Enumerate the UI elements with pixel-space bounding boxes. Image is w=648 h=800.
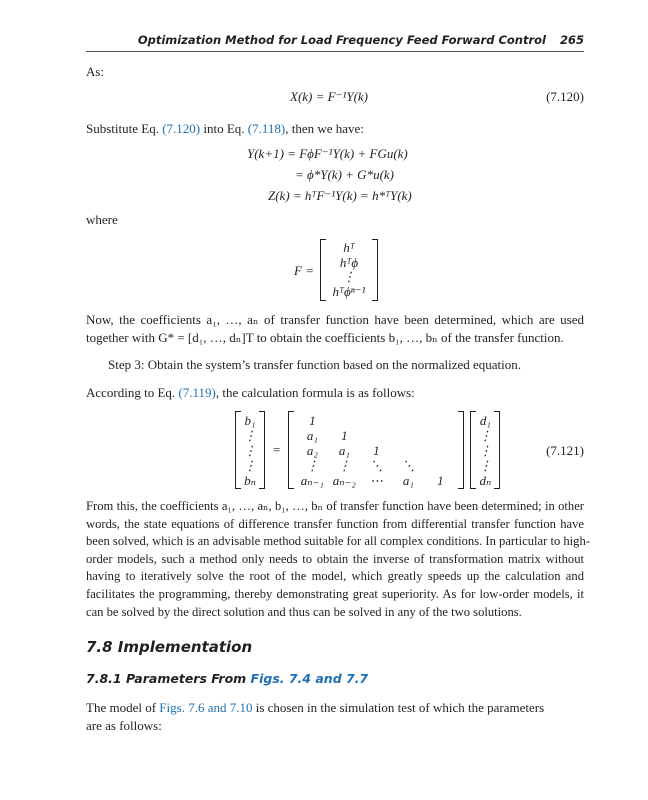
matrix-cell: ⋯ bbox=[369, 472, 383, 488]
eq-ref-link[interactable]: (7.119) bbox=[178, 385, 216, 400]
matrix-cell: ⋮ bbox=[243, 427, 257, 443]
matrix-cell: ⋱ bbox=[369, 457, 383, 473]
now-paragraph bbox=[86, 311, 584, 346]
F-matrix bbox=[320, 239, 378, 301]
section-heading: 7.8 Implementation bbox=[86, 638, 253, 656]
matrix-cell bbox=[360, 428, 392, 443]
model-paragraph bbox=[86, 699, 584, 734]
bracket-left bbox=[288, 411, 294, 489]
matrix-cell: ⋮ bbox=[305, 457, 319, 473]
matrix-cell bbox=[328, 413, 360, 428]
A-matrix bbox=[294, 413, 458, 488]
page-number: 265 bbox=[559, 33, 584, 47]
F-matrix-column bbox=[326, 241, 372, 299]
bracket-right bbox=[259, 411, 265, 489]
text-line: are as follows: bbox=[86, 717, 162, 733]
text: , the calculation formula is as follows: bbox=[215, 385, 415, 400]
matrix-cell: ⋮ bbox=[337, 457, 351, 473]
equation-7-121 bbox=[235, 411, 500, 489]
text-line: can be solved by the direct solution and thus can be solved in any of the two solutions. bbox=[86, 604, 522, 619]
matrix-cell bbox=[360, 413, 392, 428]
text-line: been solved, which is an advisable method suitable for all complex conditions. In particular to high- bbox=[86, 534, 590, 549]
text: Substitute Eq. bbox=[86, 121, 163, 136]
matrix-cell: ⋮ bbox=[478, 427, 492, 443]
matrix-cell bbox=[392, 443, 424, 458]
equation-number: (7.120) bbox=[546, 89, 584, 104]
bracket-left bbox=[235, 411, 241, 489]
eq-ref-link[interactable]: (7.120) bbox=[162, 121, 201, 136]
matrix-cell: ⋮ bbox=[478, 457, 492, 473]
bracket-left bbox=[320, 239, 326, 301]
fig-ref-link[interactable]: Figs. 7.4 and 7.7 bbox=[250, 671, 369, 686]
matrix-cell: b₁ bbox=[244, 412, 256, 428]
matrix-cell: bₙ bbox=[244, 472, 256, 488]
text-line: Now, the coefficients a₁, …, aₙ of transfer function have been determined, which are used bbox=[86, 312, 584, 327]
matrix-cell: 1 bbox=[341, 427, 348, 443]
text: The model of bbox=[86, 700, 160, 715]
text-line: From this, the coefficients a₁, …, aₙ, b₁, …, bₙ of transfer function have been determined; in other bbox=[86, 499, 584, 513]
header-title: Optimization Method for Load Frequency Feed Forward Control bbox=[137, 33, 546, 47]
matrix-cell: a₂ bbox=[306, 442, 318, 458]
matrix-cell: hᵀϕ bbox=[339, 254, 359, 270]
F-lhs: F = bbox=[294, 263, 314, 278]
equation-line: = ϕ*Y(k) + G*u(k) bbox=[295, 167, 394, 182]
matrix-cell: dₙ bbox=[479, 472, 492, 488]
matrix-cell: hᵀ bbox=[343, 240, 355, 255]
matrix-cell: a₁ bbox=[338, 442, 350, 458]
bracket-left bbox=[470, 411, 476, 489]
matrix-cell: aₙ₋₂ bbox=[332, 472, 356, 488]
where-label: where bbox=[86, 212, 118, 227]
text-line: having to iteratively solve the root of the model, which greatly speeds up the calculation and bbox=[86, 569, 584, 584]
matrix-cell bbox=[424, 413, 456, 428]
matrix-cell: ⋮ bbox=[243, 442, 257, 458]
as-label: As: bbox=[86, 64, 105, 79]
bracket-right bbox=[458, 411, 464, 489]
from-this-paragraph bbox=[86, 498, 590, 621]
matrix-cell bbox=[424, 458, 456, 473]
equals-sign: = bbox=[273, 442, 281, 457]
bracket-right bbox=[372, 239, 378, 301]
text-line: together with G* = [d₁, …, dₙ]T to obtain the coefficients b₁, …, bₙ of the transfer function. bbox=[86, 329, 564, 345]
text: , then we have: bbox=[285, 121, 364, 136]
text: 7.8.1 Parameters From bbox=[86, 671, 251, 686]
equation-7-120: X(k) = F⁻¹Y(k) bbox=[290, 89, 368, 104]
matrix-cell: ⋮ bbox=[243, 457, 257, 473]
matrix-cell: aₙ₋₁ bbox=[300, 472, 324, 488]
text-line: words, the state equations of difference transfer function from differential transfer function have bbox=[86, 516, 584, 531]
matrix-cell: a₁ bbox=[402, 472, 414, 488]
text: is chosen in the simulation test of which the parameters bbox=[252, 700, 545, 715]
d-vector bbox=[476, 413, 494, 488]
bracket-right bbox=[494, 411, 500, 489]
equation-line: Z(k) = hᵀF⁻¹Y(k) = h*ᵀY(k) bbox=[268, 188, 412, 203]
matrix-cell: ⋮ bbox=[478, 442, 492, 458]
matrix-cell: hᵀϕⁿ⁻¹ bbox=[332, 283, 366, 299]
matrix-cell bbox=[424, 428, 456, 443]
equation-number: (7.121) bbox=[546, 443, 584, 458]
matrix-cell: 1 bbox=[373, 442, 380, 458]
matrix-cell: 1 bbox=[437, 472, 444, 488]
text: into Eq. bbox=[200, 121, 248, 136]
matrix-cell bbox=[392, 428, 424, 443]
text-line: order models, such a method only needs to obtain the inverse of transformation matrix without bbox=[86, 551, 584, 566]
step-3-text: Step 3: Obtain the system’s transfer function based on the normalized equation. bbox=[108, 357, 522, 372]
subsection-heading bbox=[86, 671, 368, 686]
fig-ref-link[interactable]: Figs. 7.6 and 7.10 bbox=[159, 700, 253, 715]
matrix-cell: ⋱ bbox=[401, 457, 415, 473]
text: According to Eq. bbox=[86, 385, 179, 400]
matrix-cell: ⋮ bbox=[342, 269, 356, 284]
b-vector bbox=[241, 413, 259, 488]
text-line: facilitates the programming, thereby demonstrating great superiority. As for low-order models, it bbox=[86, 586, 584, 601]
matrix-cell bbox=[392, 413, 424, 428]
running-header bbox=[86, 33, 584, 52]
eq-ref-link[interactable]: (7.118) bbox=[247, 121, 286, 136]
matrix-cell: a₁ bbox=[306, 427, 318, 443]
matrix-cell: 1 bbox=[309, 412, 316, 428]
equation-line: Y(k+1) = FϕF⁻¹Y(k) + FGu(k) bbox=[247, 146, 408, 161]
matrix-cell bbox=[424, 443, 456, 458]
according-text bbox=[86, 385, 415, 401]
matrix-cell: d₁ bbox=[479, 412, 491, 428]
substitute-text bbox=[86, 121, 364, 137]
